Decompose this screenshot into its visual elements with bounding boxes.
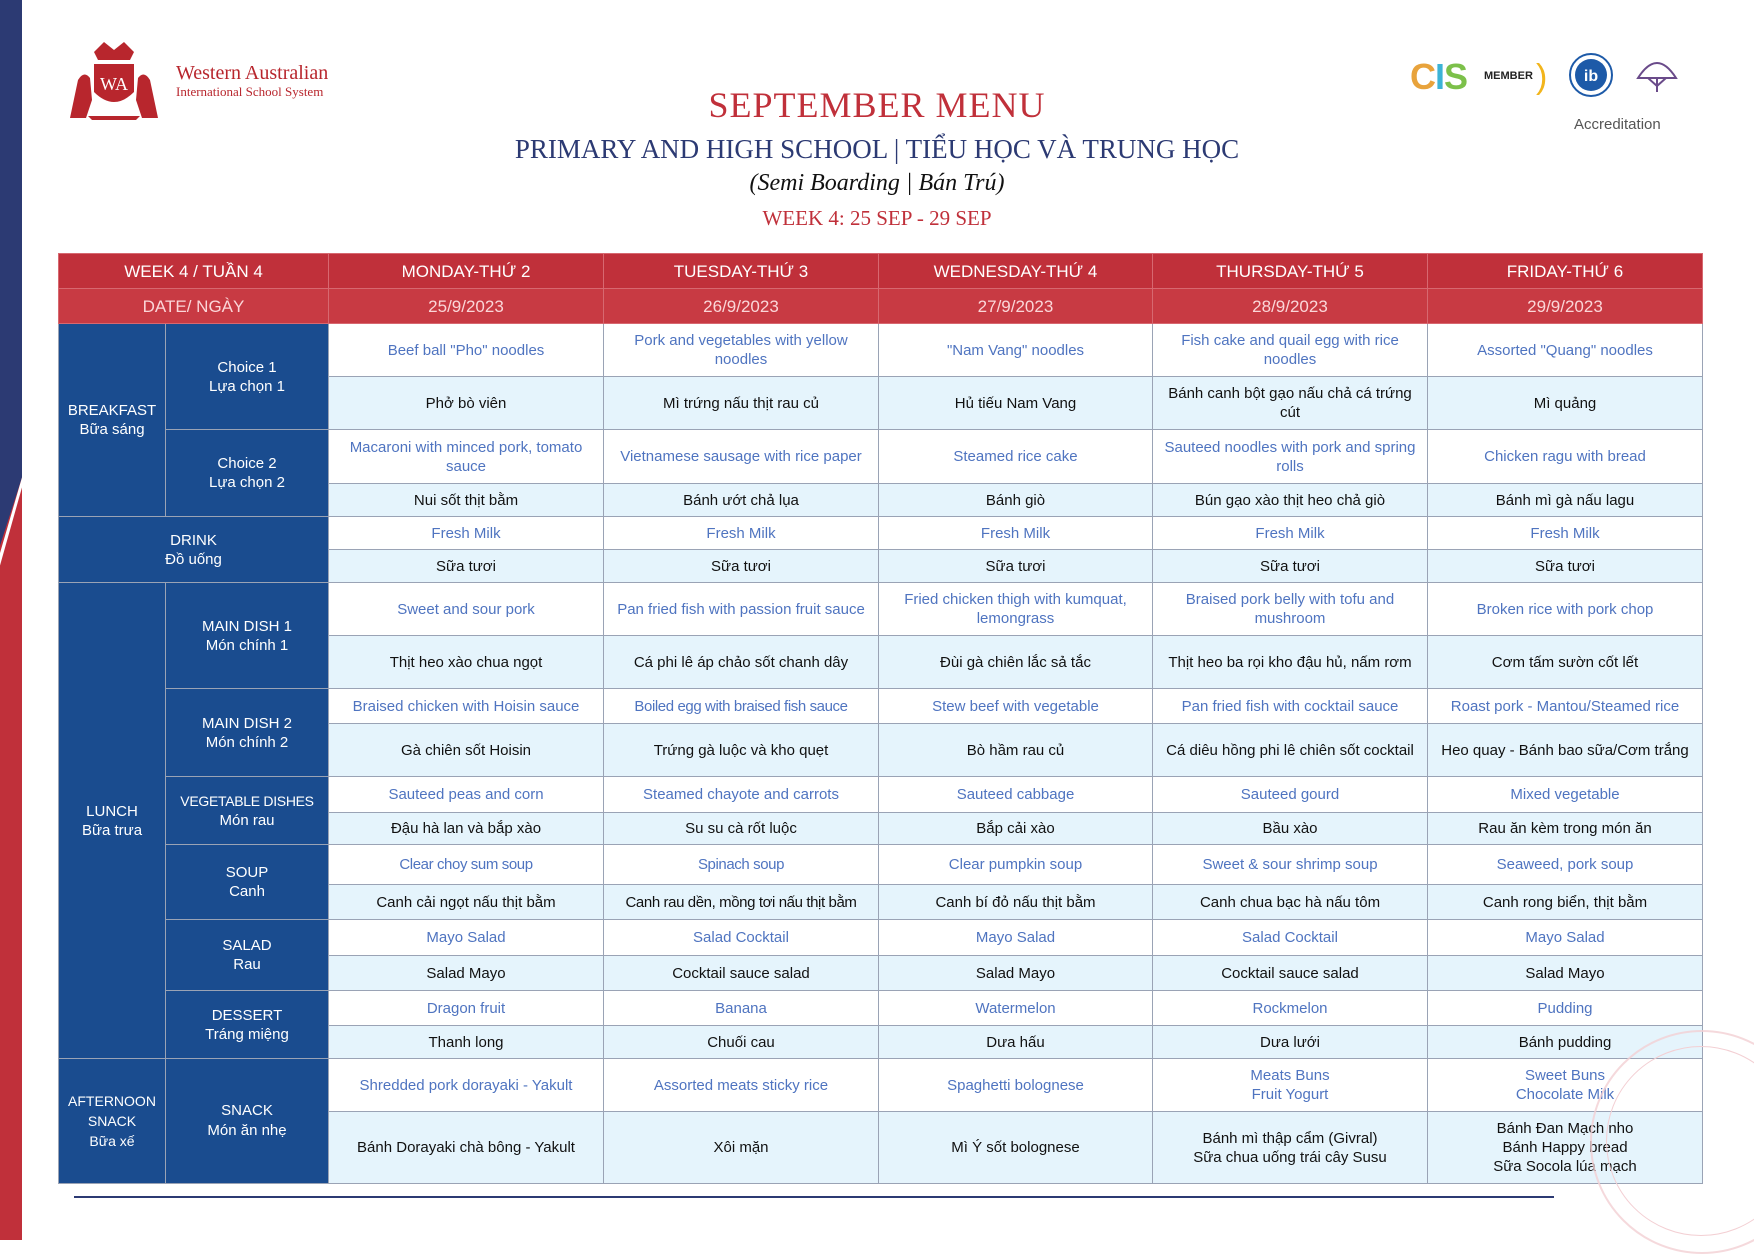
breakfast-choice2	[166, 430, 329, 517]
week-corner-cell: WEEK 4 / TUẦN 4	[59, 254, 329, 289]
date-cell: 25/9/2023	[329, 289, 604, 324]
dish-en: Pudding	[1428, 991, 1703, 1026]
table-row	[59, 430, 1703, 484]
dish-en: Fish cake and quail egg with rice noodles	[1153, 324, 1428, 377]
week-range: WEEK 4: 25 SEP - 29 SEP	[762, 206, 992, 230]
dish-en: Stew beef with vegetable	[879, 689, 1153, 724]
table-row	[59, 517, 1703, 550]
dish-en: Mayo Salad	[329, 920, 604, 956]
dish-en: Broken rice with pork chop	[1428, 583, 1703, 636]
table-row	[59, 991, 1703, 1026]
category-label: Choice 2	[217, 455, 277, 472]
dish-en: Salad Cocktail	[604, 920, 879, 956]
meal-breakfast	[59, 324, 166, 517]
dish-vi: Bánh mì thập cẩm (Givral) Sữa chua uống trái cây Susu	[1153, 1112, 1428, 1184]
menu-table	[58, 253, 1703, 1184]
dish-vi: Thịt heo xào chua ngọt	[329, 636, 604, 689]
category-label: VEGETABLE DISHES	[180, 792, 314, 809]
dish-vi: Canh bí đỏ nấu thịt bằm	[879, 885, 1153, 920]
dish-vi: Bánh giò	[879, 484, 1153, 517]
dish-vi: Salad Mayo	[1428, 956, 1703, 991]
dish-vi: Gà chiên sốt Hoisin	[329, 724, 604, 777]
category-label-vi: Món chính 2	[205, 733, 289, 751]
dish-en: Fresh Milk	[879, 517, 1153, 550]
category-label: DRINK	[170, 531, 217, 549]
dish-vi: Bò hầm rau củ	[879, 724, 1153, 777]
date-cell: 26/9/2023	[604, 289, 879, 324]
dish-vi: Mì quảng	[1428, 377, 1703, 430]
dish-vi: Cocktail sauce salad	[604, 956, 879, 991]
dish-vi: Canh chua bạc hà nấu tôm	[1153, 885, 1428, 920]
dish-en: Salad Cocktail	[1153, 920, 1428, 956]
table-row	[59, 583, 1703, 636]
dish-en: Clear pumpkin soup	[879, 845, 1153, 885]
header-row-dates	[59, 289, 1703, 324]
dish-en: Sauteed cabbage	[879, 777, 1153, 813]
dish-en: Beef ball "Pho" noodles	[329, 324, 604, 377]
dish-en: Macaroni with minced pork, tomato sauce	[329, 430, 604, 484]
dish-vi: Su su cà rốt luộc	[604, 813, 879, 845]
meal-label-vi: Bữa sáng	[79, 421, 145, 438]
logo-tagline: International School System	[176, 84, 324, 99]
dish-vi: Cá phi lê áp chảo sốt chanh dây	[604, 636, 879, 689]
dish-vi: Trứng gà luộc và kho quẹt	[604, 724, 879, 777]
tree-logo-icon	[1634, 56, 1680, 96]
dish-vi: Xôi mặn	[604, 1112, 879, 1184]
dish-vi: Phở bò viên	[329, 377, 604, 430]
cis-bracket-icon: )	[1536, 58, 1548, 96]
meal-label-2: SNACK	[87, 1113, 137, 1129]
table-row	[59, 920, 1703, 956]
dish-en: Fresh Milk	[1428, 517, 1703, 550]
day-header: MONDAY-THỨ 2	[329, 254, 604, 289]
category-label: MAIN DISH 2	[201, 714, 292, 732]
dish-vi: Bánh pudding	[1428, 1026, 1703, 1059]
dish-en: Braised chicken with Hoisin sauce	[329, 689, 604, 724]
category-label: MAIN DISH 1	[201, 617, 292, 635]
table-row	[59, 777, 1703, 813]
dish-en: Rockmelon	[1153, 991, 1428, 1026]
dish-en: Braised pork belly with tofu and mushroom	[1153, 583, 1428, 636]
lunch-main2	[166, 689, 329, 777]
dish-vi: Sữa tươi	[879, 550, 1153, 583]
dish-vi: Canh cải ngọt nấu thịt bằm	[329, 885, 604, 920]
dish-en: Steamed rice cake	[879, 430, 1153, 484]
dish-en: Sauteed noodles with pork and spring rolls	[1153, 430, 1428, 484]
cis-member-label: MEMBER	[1484, 70, 1533, 82]
dish-vi: Heo quay - Bánh bao sữa/Cơm trắng	[1428, 724, 1703, 777]
dish-vi: Chuối cau	[604, 1026, 879, 1059]
dish-vi: Bánh ướt chả lụa	[604, 484, 879, 517]
day-header: TUESDAY-THỨ 3	[604, 254, 879, 289]
dish-vi: Canh rong biển, thịt bằm	[1428, 885, 1703, 920]
dish-en: Seaweed, pork soup	[1428, 845, 1703, 885]
dish-vi: Đùi gà chiên lắc sả tắc	[879, 636, 1153, 689]
dish-en: Fresh Milk	[329, 517, 604, 550]
category-label-vi: Lựa chọn 1	[209, 377, 285, 395]
dish-en: Pork and vegetables with yellow noodles	[604, 324, 879, 377]
lunch-salad	[166, 920, 329, 991]
category-label: SOUP	[225, 864, 269, 881]
dish-en: Mayo Salad	[879, 920, 1153, 956]
dish-vi: Canh rau dền, mồng tơi nấu thịt bằm	[604, 885, 879, 920]
dish-en: Boiled egg with braised fish sauce	[604, 689, 879, 724]
dish-vi: Dưa lưới	[1153, 1026, 1428, 1059]
table-row	[59, 689, 1703, 724]
dish-vi: Bánh Dorayaki chà bông - Yakult	[329, 1112, 604, 1184]
dish-vi: Dưa hấu	[879, 1026, 1153, 1059]
dish-vi: Sữa tươi	[329, 550, 604, 583]
dish-vi: Cá diêu hồng phi lê chiên sốt cocktail	[1153, 724, 1428, 777]
day-header: WEDNESDAY-THỨ 4	[879, 254, 1153, 289]
category-label-vi: Canh	[229, 883, 265, 900]
dish-vi: Thịt heo ba rọi kho đậu hủ, nấm rơm	[1153, 636, 1428, 689]
dish-vi: Salad Mayo	[329, 956, 604, 991]
dish-vi: Mì trứng nấu thịt rau củ	[604, 377, 879, 430]
table-row	[59, 845, 1703, 885]
dish-en: Meats Buns Fruit Yogurt	[1153, 1059, 1428, 1112]
category-label-vi: Đồ uống	[165, 550, 222, 568]
dish-en: Steamed chayote and carrots	[604, 777, 879, 813]
dish-en: Sauteed gourd	[1153, 777, 1428, 813]
ib-logo-icon	[1568, 52, 1614, 98]
dish-en: Chicken ragu with bread	[1428, 430, 1703, 484]
category-label-vi: Lựa chọn 2	[209, 474, 285, 491]
dish-vi: Bắp cải xào	[879, 813, 1153, 845]
dish-en: Assorted "Quang" noodles	[1428, 324, 1703, 377]
dish-en: Dragon fruit	[329, 991, 604, 1026]
dish-en: Pan fried fish with passion fruit sauce	[604, 583, 879, 636]
day-header: THURSDAY-THỨ 5	[1153, 254, 1428, 289]
dish-en: Fresh Milk	[604, 517, 879, 550]
dish-en: Assorted meats sticky rice	[604, 1059, 879, 1112]
page-subtitle: PRIMARY AND HIGH SCHOOL | TIỂU HỌC VÀ TRUNG HỌC	[514, 134, 1240, 164]
date-cell: 29/9/2023	[1428, 289, 1703, 324]
dish-vi: Cocktail sauce salad	[1153, 956, 1428, 991]
dish-en: "Nam Vang" noodles	[879, 324, 1153, 377]
table-row	[59, 1059, 1703, 1112]
dish-en: Pan fried fish with cocktail sauce	[1153, 689, 1428, 724]
page-title: SEPTEMBER MENU	[708, 85, 1046, 125]
dish-vi: Mì Ý sốt bolognese	[879, 1112, 1153, 1184]
header-row-days	[59, 254, 1703, 289]
dish-en: Spinach soup	[604, 845, 879, 885]
dish-en: Vietnamese sausage with rice paper	[604, 430, 879, 484]
dish-vi: Bánh Đan Mạch nho Bánh Happy bread Sữa Socola lúa mạch	[1428, 1112, 1703, 1184]
meal-afternoon-snack	[59, 1059, 166, 1184]
meal-label: LUNCH	[86, 802, 138, 820]
dish-vi: Cơm tấm sườn cốt lết	[1428, 636, 1703, 689]
category-label-vi: Rau	[233, 956, 261, 973]
meal-label-vi: Bữa trưa	[81, 821, 143, 839]
dish-vi: Rau ăn kèm trong món ăn	[1428, 813, 1703, 845]
dish-en: Sauteed peas and corn	[329, 777, 604, 813]
dish-en: Spaghetti bolognese	[879, 1059, 1153, 1112]
dish-en: Watermelon	[879, 991, 1153, 1026]
dish-vi: Salad Mayo	[879, 956, 1153, 991]
dish-vi: Bầu xào	[1153, 813, 1428, 845]
lunch-soup	[166, 845, 329, 920]
dish-vi: Sữa tươi	[1428, 550, 1703, 583]
category-label-vi: Món ăn nhẹ	[207, 1122, 287, 1139]
dish-en: Fresh Milk	[1153, 517, 1428, 550]
lunch-vegetable	[166, 777, 329, 845]
lunch-main1	[166, 583, 329, 689]
meal-drink	[59, 517, 329, 583]
footer-rule	[74, 1196, 1554, 1198]
breakfast-choice1	[166, 324, 329, 430]
category-label: SNACK	[221, 1102, 273, 1119]
dish-en: Banana	[604, 991, 879, 1026]
dish-en: Mayo Salad	[1428, 920, 1703, 956]
crest-letters: WA	[100, 74, 128, 94]
dish-vi: Bánh mì gà nấu lagu	[1428, 484, 1703, 517]
meal-label-vi: Bữa xế	[89, 1133, 135, 1149]
dish-vi: Sữa tươi	[604, 550, 879, 583]
dish-vi: Bánh canh bột gạo nấu chả cá trứng cút	[1153, 377, 1428, 430]
category-label-vi: Món chính 1	[205, 636, 289, 654]
dish-vi: Hủ tiếu Nam Vang	[879, 377, 1153, 430]
date-cell: 27/9/2023	[879, 289, 1153, 324]
category-label-vi: Tráng miệng	[205, 1025, 289, 1043]
date-label-cell: DATE/ NGÀY	[59, 289, 329, 324]
category-label: SALAD	[222, 937, 272, 954]
category-label: Choice 1	[217, 358, 277, 376]
dish-vi: Thanh long	[329, 1026, 604, 1059]
logo-name: Western Australian	[176, 62, 329, 84]
table-row	[59, 324, 1703, 377]
ib-logo-text: ib	[1583, 68, 1599, 85]
meal-label: BREAKFAST	[67, 402, 157, 419]
dish-vi: Nui sốt thịt bằm	[329, 484, 604, 517]
dish-en: Sweet & sour shrimp soup	[1153, 845, 1428, 885]
dish-en: Mixed vegetable	[1428, 777, 1703, 813]
afternoon-snack-category	[166, 1059, 329, 1184]
dish-en: Sweet and sour pork	[329, 583, 604, 636]
accreditation-label: Accreditation	[1574, 116, 1661, 133]
dish-en: Shredded pork dorayaki - Yakult	[329, 1059, 604, 1112]
day-header: FRIDAY-THỨ 6	[1428, 254, 1703, 289]
date-cell: 28/9/2023	[1153, 289, 1428, 324]
dish-en: Sweet Buns Chocolate Milk	[1428, 1059, 1703, 1112]
page-subtitle-boarding: (Semi Boarding | Bán Trú)	[749, 170, 1005, 196]
dish-vi: Bún gạo xào thịt heo chả giò	[1153, 484, 1428, 517]
lunch-dessert	[166, 991, 329, 1059]
category-label-vi: Món rau	[219, 811, 275, 829]
dish-vi: Sữa tươi	[1153, 550, 1428, 583]
category-label: DESSERT	[211, 1006, 283, 1024]
dish-en: Fried chicken thigh with kumquat, lemongrass	[879, 583, 1153, 636]
cis-logo: CIS	[1410, 56, 1468, 97]
dish-en: Roast pork - Mantou/Steamed rice	[1428, 689, 1703, 724]
meal-lunch	[59, 583, 166, 1059]
meal-label: AFTERNOON	[68, 1093, 156, 1109]
dish-en: Clear choy sum soup	[329, 845, 604, 885]
dish-vi: Đậu hà lan và bắp xào	[329, 813, 604, 845]
